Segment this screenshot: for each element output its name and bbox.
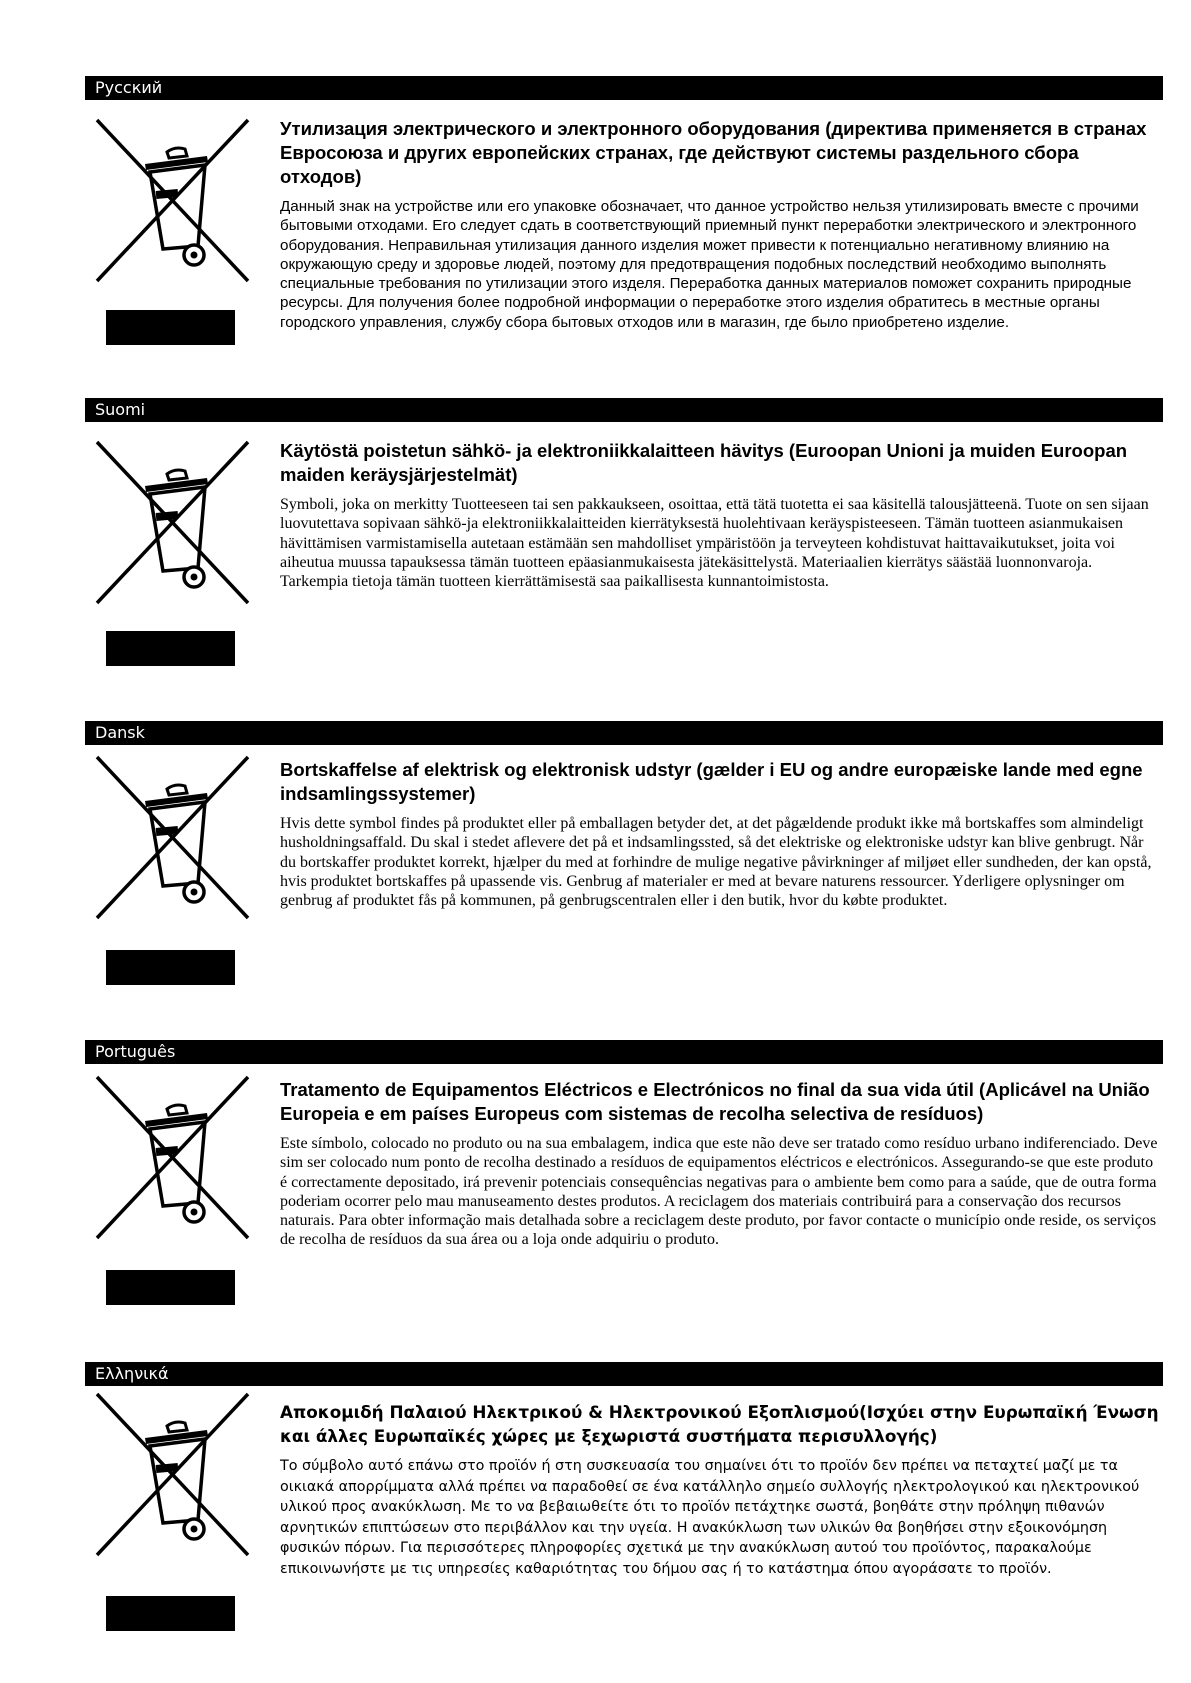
black-bar-marking — [106, 1270, 235, 1305]
language-header-bar — [85, 398, 1163, 422]
section-title: Αποκομιδή Παλαιού Ηλεκτρικού & Ηλεκτρονικού Εξοπλισμού(Ισχύει στην Ευρωπαϊκή Ένωση και άλλες Ευρωπαϊκές χώρες με ξεχωριστά συστήματα περισυλλογής) — [280, 1402, 1159, 1446]
section-body: Hvis dette symbol findes på produktet eller på emballagen betyder det, at det pågældende produkt ikke må bortskaffes som almindeligt husholdningsaffald. Du skal i stedet aflevere det på et indsamlingssted, så det elektriske og elektroniske udstyr kan blive genbrugt. Når du bortskaffer produktet korrekt, hjælper du med at forhindre de mulige negative påvirkninger af miljøet eller sundheden, der kan opstå, hvis produktet bortskaffes på upassende vis. Genbrug af materialer er med at bevare naturens ressourcer. Yderligere oplysninger om genbrug af produktet fås på kommunen, på genbrugscentralen eller i den butik, hvor du købte produktet. — [280, 815, 1152, 910]
section-content — [280, 117, 1162, 332]
crossed-out-wheelie-bin-icon — [95, 118, 260, 288]
black-bar-marking — [106, 950, 235, 985]
section-body: Το σύμβολο αυτό επάνω στο προϊόν ή στη συσκευασία του σημαίνει ότι το προϊόν δεν πρέπει να πεταχτεί μαζί με τα οικιακά απορρίμματα αλλά πρέπει να παραδοθεί σε ένα κατάλληλο σημείο συλλογής ηλεκτρολογικού και ηλεκτρονικού υλικού προς ανακύκλωση. Με το να βεβαιωθείτε ότι το προϊόν πετάχτηκε σωστά, βοηθάτε στην πρόληψη πιθανών αρνητικών επιπτώσεων στο περιβάλλον και την υγεία. Η ανακύκλωση των υλικών θα βοηθήσει στην εξοικονόμηση φυσικών πόρων. Για περισσότερες πληροφορίες σχετικά με την ανακύκλωση αυτού του προϊόντος, παρακαλούμε επικοινωνήστε με τις υπηρεσίες καθαριότητας του δήμου σας ή το κατάστημα όπου αγοράσατε το προϊόν. — [280, 1458, 1140, 1577]
section-content — [280, 1400, 1162, 1580]
section-title: Bortskaffelse af elektrisk og elektronisk udstyr (gælder i EU og andre europæiske lande med egne indsamlingssystemer) — [280, 759, 1143, 804]
section-content — [280, 1078, 1162, 1250]
language-header-bar — [85, 1040, 1163, 1064]
crossed-out-wheelie-bin-icon — [95, 440, 260, 610]
language-label: Ελληνικά — [95, 1364, 169, 1383]
section-body: Este símbolo, colocado no produto ou na sua embalagem, indica que este não deve ser tratado como resíduo urbano indiferenciado. Deve sim ser colocado num ponto de recolha destinado a resíduos de equipamentos eléctricos e electrónicos. Assegurando-se que este produto é correctamente depositado, irá prevenir potenciais consequências negativas para o ambiente bem como para a saúde, que de outra forma poderiam ocorrer pelo mau manuseamento destes produtos. A reciclagem dos materiais contribuirá para a conservação dos recursos naturais. Para obter informação mais detalhada sobre a reciclagem deste produto, por favor contacte o município onde reside, os serviços de recolha de resíduos da sua área ou a loja onde adquiriu o produto. — [280, 1135, 1158, 1249]
crossed-out-wheelie-bin-icon — [95, 1075, 260, 1245]
section-title: Утилизация электрического и электронного оборудования (директива применяется в странах Евросоюза и других европейских странах, где действуют системы раздельного сбора отходов) — [280, 118, 1147, 187]
section-content — [280, 758, 1162, 910]
language-label: Русский — [95, 78, 163, 97]
language-header-bar — [85, 76, 1163, 100]
black-bar-marking — [106, 1596, 235, 1631]
language-label: Suomi — [95, 400, 146, 419]
language-label: Português — [95, 1042, 176, 1061]
black-bar-marking — [106, 631, 235, 666]
section-title: Käytöstä poistetun sähkö- ja elektroniikkalaitteen hävitys (Euroopan Unioni ja muiden Euroopan maiden keräysjärjestelmät) — [280, 440, 1128, 485]
black-bar-marking — [106, 310, 235, 345]
section-content — [280, 439, 1162, 591]
language-label: Dansk — [95, 723, 145, 742]
crossed-out-wheelie-bin-icon — [95, 755, 260, 925]
section-title: Tratamento de Equipamentos Eléctricos e Electrónicos no final da sua vida útil (Aplicável na União Europeia e em países Europeus com sistemas de recolha selectiva de resíduos) — [280, 1079, 1150, 1124]
language-header-bar — [85, 721, 1163, 745]
section-body: Данный знак на устройстве или его упаковке обозначает, что данное устройство нельзя утилизировать вместе с прочими бытовыми отходами. Его следует сдать в соответствующий приемный пункт переработки электрического и электронного оборудования. Неправильная утилизация данного изделия может привести к потенциально негативному влиянию на окружающую среду и здоровье людей, поэтому для предотвращения подобных последствий необходимо выполнять специальные требования по утилизации этого изделя. Переработка данных материалов поможет сохранить природные ресурсы. Для получения более подробной информации о переработке этого изделия обратитесь в местные органы городского управления, службу сбора бытовых отходов или в магазин, где было приобретено изделие. — [280, 198, 1139, 331]
crossed-out-wheelie-bin-icon — [95, 1392, 260, 1562]
section-body: Symboli, joka on merkitty Tuotteeseen tai sen pakkaukseen, osoittaa, että tätä tuotetta ei saa käsitellä talousjätteenä. Tuote on sen sijaan luovutettava sopivaan sähkö-ja elektroniikkalaitteiden kierrätyksestä huolehtivaan keräyspisteeseen. Tämän tuotteen asianmukaisen hävittämisen varmistamisella autetaan estämään sen mahdolliset ympäristöön ja terveyteen kohdistuvat haittavaikutukset, joita voi aiheutua muussa tapauksessa tämän tuotteen epäasianmukaisesta jätekäsittelystä. Materiaalien kierrätys säästää luonnonvaroja. Tarkempia tietoja tämän tuotteen kierrättämisestä saa paikallisesta kunnantoimistosta. — [280, 496, 1149, 591]
language-header-bar — [85, 1362, 1163, 1386]
